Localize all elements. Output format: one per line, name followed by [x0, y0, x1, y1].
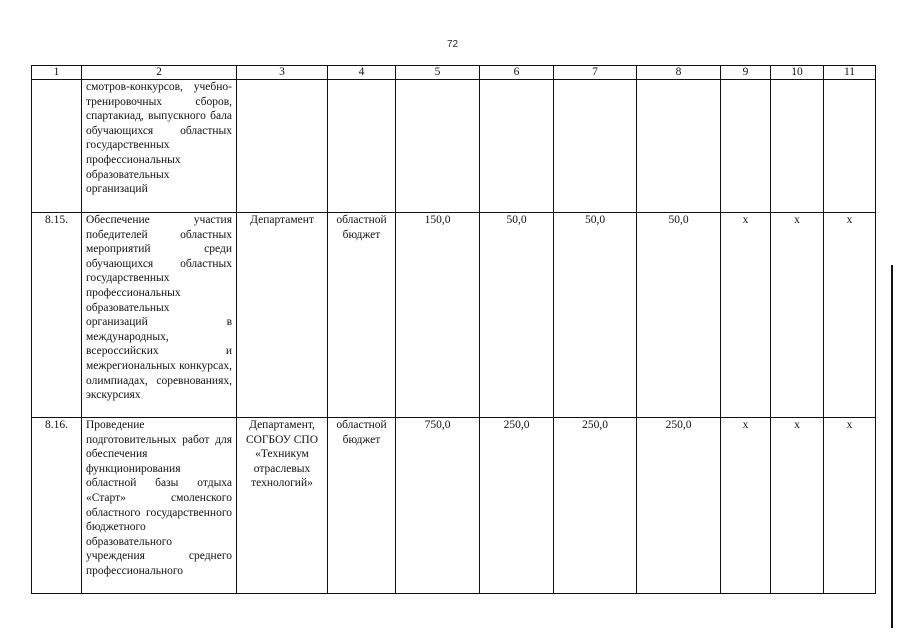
column-header: 1: [32, 66, 82, 80]
table-row: [32, 418, 876, 594]
column-header: 9: [721, 66, 771, 80]
total-amount: 150,0: [396, 213, 480, 418]
table-row: [32, 80, 876, 213]
executor: Департамент, СОГБОУ СПО «Техникум отраслевых технологий»: [237, 418, 328, 594]
column-10-value: х: [771, 213, 824, 418]
activity-name: Обеспечение участия победителей областных мероприятий среди обучающихся областных государственных профессиональных образовательных организаций в международных, всероссийских и межрегиональных конкурсах, олимпиадах, соревнованиях, экскурсиях: [82, 213, 237, 418]
year-1-amount: 250,0: [480, 418, 554, 594]
total-amount: 750,0: [396, 418, 480, 594]
column-header: 5: [396, 66, 480, 80]
column-11-value: [824, 80, 876, 213]
year-3-amount: 250,0: [637, 418, 721, 594]
column-header: 7: [554, 66, 637, 80]
year-3-amount: 50,0: [637, 213, 721, 418]
column-9-value: х: [721, 213, 771, 418]
activity-name: смотров-конкурсов, учебно-тренировочных сборов, спартакиад, выпускного бала обучающихся областных государственных профессиональных образовательных организаций: [82, 80, 237, 213]
year-1-amount: [480, 80, 554, 213]
column-header: 10: [771, 66, 824, 80]
column-header: 3: [237, 66, 328, 80]
column-header: 11: [824, 66, 876, 80]
program-activities-table: [31, 65, 876, 594]
year-1-amount: 50,0: [480, 213, 554, 418]
header-row: [32, 66, 876, 80]
year-2-amount: 250,0: [554, 418, 637, 594]
column-header: 6: [480, 66, 554, 80]
funding-source: [328, 80, 396, 213]
column-9-value: [721, 80, 771, 213]
item-number: [32, 80, 82, 213]
column-header: 8: [637, 66, 721, 80]
table-row: [32, 213, 876, 418]
year-3-amount: [637, 80, 721, 213]
column-header: 4: [328, 66, 396, 80]
column-9-value: х: [721, 418, 771, 594]
item-number: 8.15.: [32, 213, 82, 418]
page-number: 72: [446, 39, 459, 50]
scan-margin-line: [891, 265, 893, 628]
funding-source: областной бюджет: [328, 213, 396, 418]
column-11-value: х: [824, 418, 876, 594]
column-11-value: х: [824, 213, 876, 418]
column-header: 2: [82, 66, 237, 80]
funding-source: областной бюджет: [328, 418, 396, 594]
year-2-amount: [554, 80, 637, 213]
column-10-value: [771, 80, 824, 213]
item-number: 8.16.: [32, 418, 82, 594]
year-2-amount: 50,0: [554, 213, 637, 418]
column-10-value: х: [771, 418, 824, 594]
activity-name: Проведение подготовительных работ для обеспечения функционирования областной базы отдыха «Старт» смоленского областного государственного бюджетного образовательного учреждения среднего профессионального: [82, 418, 237, 594]
total-amount: [396, 80, 480, 213]
executor: Департамент: [237, 213, 328, 418]
executor: [237, 80, 328, 213]
